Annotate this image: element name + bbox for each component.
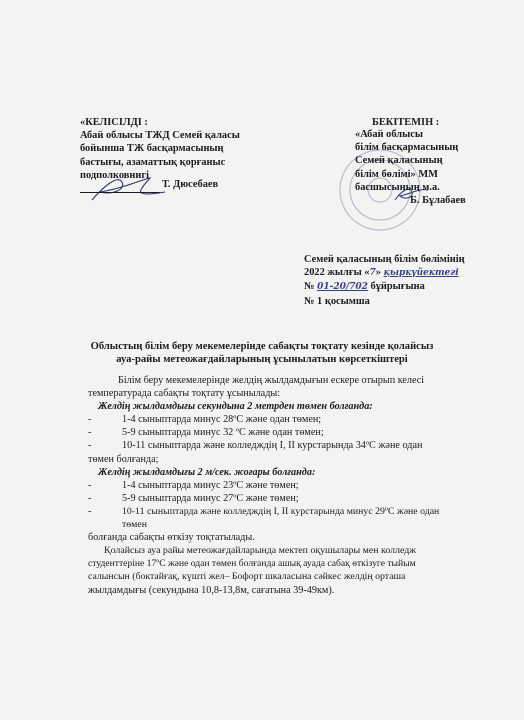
- section-heading-2: Желдің жылдамдығы 2 м/сек. жоғары болғанда:: [98, 466, 316, 478]
- agreed-signature-line: [80, 192, 160, 193]
- final-line-3: салынсын (боктайғақ, күшті жел– Бофорт шкаласына сәйкес желдің орташа: [88, 571, 406, 583]
- approve-line-3: білім басқармасының: [355, 142, 459, 154]
- approve-line-4: Семей қаласының: [355, 155, 443, 167]
- approve-heading: БЕКІТЕМІН :: [372, 117, 440, 128]
- list-item-text: 5-9 сыныптарда минус 27ºС және төмен;: [122, 492, 299, 504]
- document-title: [0, 340, 524, 366]
- list-item: - 5-9 сыныптарда минус 32 ºС және одан төмен;: [88, 427, 324, 439]
- approve-line-6: басшысының м.а.: [355, 181, 440, 193]
- order-line-4: № 1 қосымша: [304, 295, 370, 307]
- final-line-2: студенттеріне 17ºС және одан төмен болғанда ашық ауада сабақ өткізуге тыйым: [88, 558, 416, 570]
- order-number-sign: №: [304, 281, 315, 293]
- order-year: 2022 жылғы «: [304, 267, 370, 279]
- approve-line-2: «Абай облысы: [355, 129, 423, 140]
- agreed-heading: «КЕЛІСІЛДІ :: [80, 117, 148, 128]
- list-item-continuation: төмен болғанда;: [88, 453, 159, 465]
- intro-line-2: температурада сабақты тоқтату ұсынылады:: [88, 388, 281, 400]
- agreed-line-3: бойынша ТЖ басқармасының: [80, 143, 224, 155]
- title-line-1: Облыстың білім беру мекемелерінде сабақты тоқтату кезінде қолайсыз: [90, 341, 434, 352]
- order-day-handwritten: 7: [369, 268, 376, 279]
- list-item: - 1-4 сыныптарда минус 28ºС және одан төмен;: [88, 414, 322, 426]
- approve-line-5: білім бөлімі» ММ: [355, 168, 438, 180]
- list-item: - 1-4 сыныптарда минус 23ºС және төмен;: [88, 479, 299, 491]
- list-item-text: 10-11 сыныптарда және колледждің I, II курстарында 34ºС және одан: [122, 440, 423, 452]
- section-heading-1: Желдің жылдамдығы секундына 2 метрден төмен болғанда:: [98, 401, 373, 413]
- list-item-text: 1-4 сыныптарда минус 23ºС және төмен;: [122, 479, 299, 491]
- agreed-signer: Т. Дюсебаев: [162, 179, 219, 190]
- list-item: - 10-11 сыныптарда және колледждің I, II курстарында минус 29ºС және одан төмен: [88, 505, 460, 531]
- title-line-2: ауа-райы метеожағдайларының ұсынылатын көрсеткіштері: [116, 354, 408, 366]
- intro-line-1: Білім беру мекемелерінде желдің жылдамдығын ескере отырып келесі: [118, 375, 425, 386]
- document-body: [88, 374, 460, 597]
- order-reference: [304, 253, 465, 308]
- order-line-3: [304, 280, 465, 294]
- list-item-continuation: болғанда сабақты өткізу тоқтатылады.: [88, 532, 255, 544]
- order-line-1: Семей қаласының білім бөлімінің: [304, 254, 465, 265]
- final-line-1: Қолайсыз ауа райы метеожағдайларында мектеп оқушылары мен колледж: [104, 545, 417, 557]
- list-item-text: 1-4 сыныптарда минус 28ºС және одан төмен;: [122, 414, 322, 426]
- list-item-text: 5-9 сыныптарда минус 32 ºС және одан төмен;: [122, 427, 324, 439]
- order-month-handwritten: қыркүйектегі: [383, 268, 459, 279]
- order-suffix: бұйрығына: [370, 281, 425, 293]
- order-quote-close: »: [375, 267, 381, 279]
- agreed-block: [80, 116, 240, 182]
- agreed-line-5: подполковнигі: [80, 169, 149, 181]
- list-item: - 5-9 сыныптарда минус 27ºС және төмен;: [88, 492, 299, 504]
- final-line-4: жылдамдығы (секундына 10,8-13,8м, сағатына 39-49км).: [88, 584, 335, 596]
- agreed-line-2: Абай облысы ТЖД Семей қаласы: [80, 130, 240, 142]
- list-item-text: 10-11 сыныптарда және колледждің I, II курстарында минус 29ºС және одан төмен: [122, 505, 440, 531]
- order-number-handwritten: 01-20/702: [317, 282, 368, 293]
- order-line-2: [304, 266, 465, 280]
- agreed-line-4: бастығы, азаматтық қорғаныс: [80, 156, 226, 168]
- list-item: - 10-11 сыныптарда және колледждің I, II курстарында 34ºС және одан: [88, 440, 423, 452]
- approve-block: [355, 128, 458, 194]
- approve-signer: Б. Бұлабаев: [410, 195, 466, 206]
